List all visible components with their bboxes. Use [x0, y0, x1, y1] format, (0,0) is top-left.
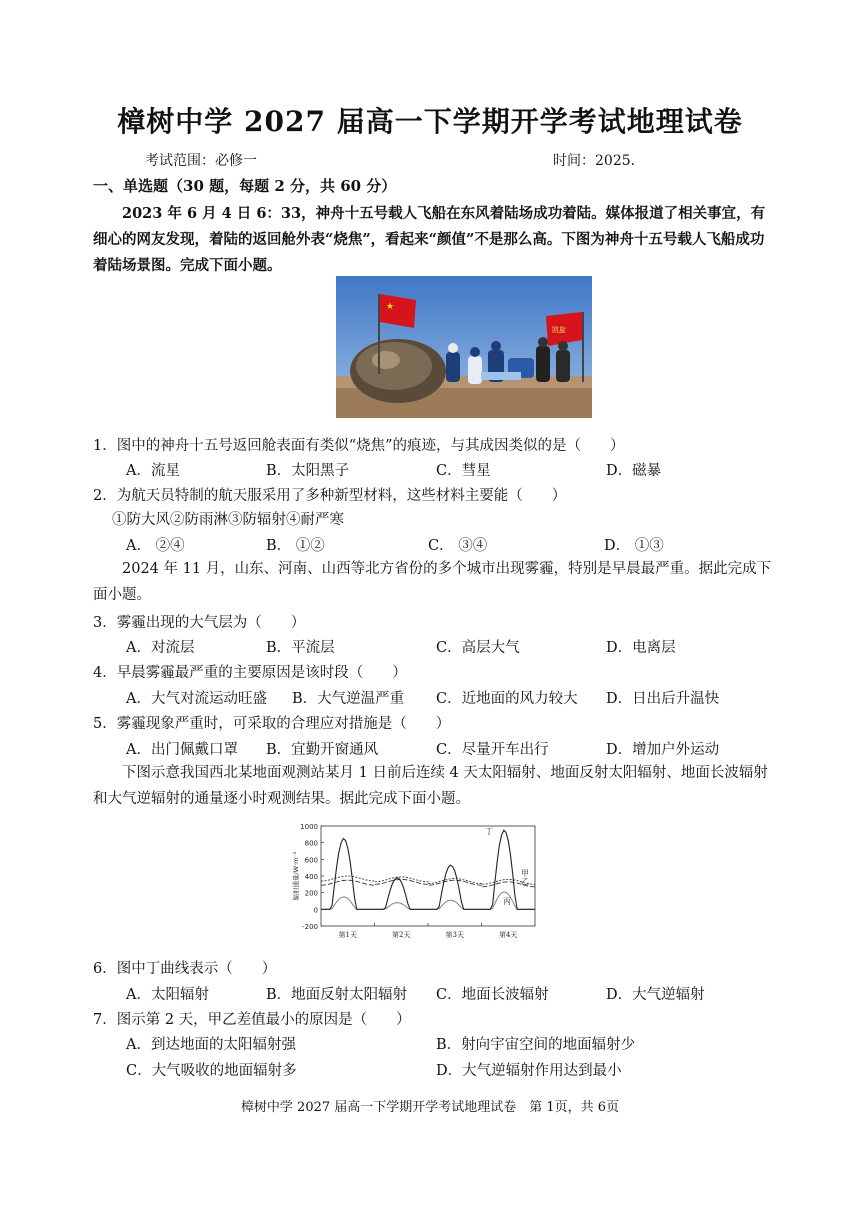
question-3-options [126, 636, 806, 658]
series-label: 乙 [521, 877, 529, 886]
option-a[interactable]: A．到达地面的太阳辐射强 [126, 1037, 296, 1053]
option-b[interactable]: B． ①② [266, 538, 325, 554]
option-a[interactable]: A．出门佩戴口罩 [126, 742, 238, 758]
option-d[interactable]: D．增加户外运动 [606, 742, 720, 758]
exam-scope: 考试范围：必修一 [145, 153, 257, 169]
question-7-options-row2 [126, 1059, 806, 1081]
option-d[interactable]: D．大气逆辐射作用达到最小 [436, 1063, 622, 1079]
landing-photo [336, 276, 592, 418]
option-a[interactable]: A．太阳辐射 [126, 987, 209, 1003]
page-title: 樟树中学 2027 届高一下学期开学考试地理试卷 [117, 105, 743, 138]
option-d[interactable]: D． ①③ [604, 538, 664, 554]
y-tick-label: 600 [304, 856, 318, 865]
option-a[interactable]: A． ②④ [126, 538, 185, 554]
option-b[interactable]: B．大气逆温严重 [292, 691, 405, 707]
chart-frame [321, 826, 535, 926]
question-4-options [126, 687, 806, 709]
option-b[interactable]: B．宜勤开窗通风 [266, 742, 379, 758]
question-2: 2．为航天员特制的航天服采用了多种新型材料，这些材料主要能（ ） [93, 488, 567, 504]
option-d[interactable]: D．电离层 [606, 640, 676, 656]
question-5-options [126, 738, 806, 760]
y-tick-label: 400 [304, 873, 318, 881]
y-tick-label: -200 [302, 923, 318, 931]
option-b[interactable]: B．地面反射太阳辐射 [266, 987, 408, 1003]
exam-time: 时间：2025. [553, 153, 636, 169]
x-tick-label: 第2天 [392, 931, 411, 939]
option-a[interactable]: A．对流层 [126, 640, 195, 656]
question-3: 3．雾霾出现的大气层为（ ） [93, 615, 306, 631]
option-c[interactable]: C． ③④ [428, 538, 488, 554]
question-7: 7．图示第 2 天，甲乙差值最小的原因是（ ） [93, 1012, 411, 1028]
question-7-options-row1 [126, 1033, 806, 1055]
option-c[interactable]: C．高层大气 [436, 640, 520, 656]
option-d[interactable]: D．磁暴 [606, 463, 662, 479]
option-c[interactable]: C．近地面的风力较大 [436, 691, 578, 707]
option-c[interactable]: C．地面长波辐射 [436, 987, 549, 1003]
option-b[interactable]: B．太阳黑子 [266, 463, 350, 479]
question-5: 5．雾霾现象严重时，可采取的合理应对措施是（ ） [93, 716, 451, 732]
option-a[interactable]: A．大气对流运动旺盛 [126, 691, 267, 707]
svg-text:★: ★ [386, 302, 395, 312]
passage-2: 2024 年 11 月，山东、河南、山西等北方省份的多个城市出现雾霾，特别是早晨最严重。据此完成下面小题。 [93, 561, 772, 603]
passage-3: 下图示意我国西北某地面观测站某月 1 日前后连续 4 天太阳辐射、地面反射太阳辐射、地面长波辐射和大气逆辐射的通量逐小时观测结果。据此完成下面小题。 [93, 765, 768, 807]
x-tick-label: 第4天 [499, 931, 518, 939]
series-label: 丙 [503, 897, 511, 906]
option-b[interactable]: B．平流层 [266, 640, 335, 656]
question-6: 6．图中丁曲线表示（ ） [93, 961, 277, 977]
x-tick-label: 第3天 [445, 931, 464, 939]
radiation-chart [285, 818, 540, 943]
option-c[interactable]: C．彗星 [436, 463, 491, 479]
passage-1: 2023 年 6 月 4 日 6：33，神舟十五号载人飞船在东风着陆场成功着陆。媒体报道了相关事宜，有细心的网友发现，着陆的返回舱外表“烧焦”，看起来“颜值”不是那么高。下图为神舟十五号载人飞船成功着陆场景图。完成下面小题。 [93, 205, 766, 274]
y-tick-label: 200 [304, 889, 318, 898]
question-6-options [126, 983, 806, 1005]
question-1: 1．图中的神舟十五号返回舱表面有类似“烧焦”的痕迹，与其成因类似的是（ ） [93, 438, 625, 454]
y-tick-label: 0 [313, 906, 318, 915]
option-a[interactable]: A．流星 [126, 463, 180, 479]
question-4: 4．早晨雾霾最严重的主要原因是该时段（ ） [93, 665, 407, 681]
option-c[interactable]: C．尽量开车出行 [436, 742, 549, 758]
option-b[interactable]: B．射向宇宙空间的地面辐射少 [436, 1037, 636, 1053]
option-d[interactable]: D．大气逆辐射 [606, 987, 705, 1003]
flag-banner-text: 凯旋 [552, 326, 566, 334]
question-2-options [126, 534, 806, 556]
question-1-options [126, 459, 806, 481]
y-tick-label: 1000 [300, 823, 318, 831]
y-axis-label: 辐射通量/W·m⁻² [292, 851, 300, 901]
question-2-items: ①防大风②防雨淋③防辐射④耐严寒 [112, 512, 344, 528]
x-tick-label: 第1天 [338, 931, 357, 939]
page-footer: 樟树中学 2027 届高一下学期开学考试地理试卷 第 1页，共 6页 [240, 1100, 620, 1115]
series-label: 丁 [485, 827, 493, 836]
section-heading: 一、单选题（30 题，每题 2 分，共 60 分） [93, 177, 397, 195]
option-c[interactable]: C．大气吸收的地面辐射多 [126, 1063, 297, 1079]
option-d[interactable]: D．日出后升温快 [606, 691, 720, 707]
y-tick-label: 800 [304, 839, 318, 848]
series-label: 甲 [521, 869, 529, 878]
